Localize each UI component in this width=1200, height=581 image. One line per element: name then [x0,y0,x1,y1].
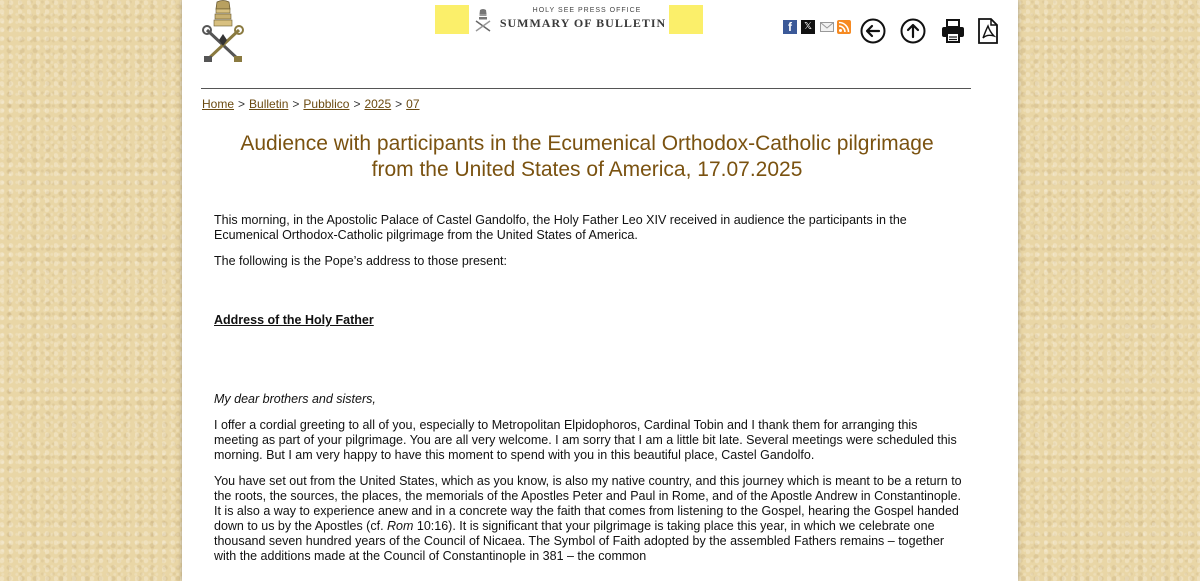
page-container [182,0,1018,581]
banner-right-block [669,5,703,34]
breadcrumb-separator: > [395,97,403,111]
banner-middle [469,5,669,34]
banner-title-text: SUMMARY OF BULLETIN [499,16,667,30]
body-paragraph-2-part-a: You have set out from the United States, which as you know, is also my native country, and this journey which is meant to be a return to the roots, the sources, the places, the memorials of the Apostles Peter and Paul in Rome, and of the Apostle Andrew in Constantinople. It is also a way to experience anew and in a concrete way the faith that comes from listening to the Gospel, hearing the Gospel handed down to us by the Apostles (cf. [214,474,962,533]
x-icon[interactable]: 𝕏 [801,20,815,34]
breadcrumb-separator: > [292,97,300,111]
body-paragraph-1: I offer a cordial greeting to all of you, especially to Metropolitan Elpidophoros, Cardinal Tobin and I thank them for arranging this meeting as part of your pilgrimage. You are all very welcome. I am sorry that I am a little bit late. Several meetings were scheduled this morning. But I am very happy to have this moment to spend with you in this beautiful place, Castel Gandolfo. [214,418,957,462]
banner-left-block [435,5,469,34]
breadcrumb-separator: > [238,97,246,111]
holy-see-crest-icon[interactable] [201,0,245,66]
body-paragraph-2 [214,474,964,564]
banner-office-text: HOLY SEE PRESS OFFICE [532,7,642,14]
page-title [202,131,972,183]
header-divider [201,88,971,89]
facebook-icon[interactable]: f [783,20,797,34]
breadcrumb-bulletin-link[interactable]: Bulletin [249,97,289,111]
intro-paragraph: This morning, in the Apostolic Palace of Castel Gandolfo, the Holy Father Leo XIV received in audience the participants in the Ecumenical Orthodox-Catholic pilgrimage from the United States of America. [214,213,907,242]
following-paragraph: The following is the Pope’s address to those present: [214,254,507,268]
back-icon[interactable] [860,18,886,44]
breadcrumb [202,97,420,111]
up-icon[interactable] [900,18,926,44]
page-title-line-2: from the United States of America, 17.07.2025 [371,158,803,181]
press-office-emblem-icon [473,8,493,32]
breadcrumb-month-link[interactable]: 07 [406,97,420,111]
scripture-reference: Rom [387,519,414,533]
pdf-icon[interactable] [975,18,1001,44]
address-heading: Address of the Holy Father [214,313,374,327]
salutation: My dear brothers and sisters, [214,392,376,406]
article-body [214,213,964,575]
breadcrumb-year-link[interactable]: 2025 [364,97,392,111]
body-paragraph-2-part-b: 10:16). It is significant that your pilgrimage is taking place this year, in which we celebrate one thousand seven hundred years of the Council of Nicaea. The Symbol of Faith adopted by the assembled Fathers remains – together with the additions made at the Council of Constantinople in 381 – the common [214,519,945,563]
email-icon[interactable] [820,20,834,34]
bulletin-banner[interactable] [435,5,703,34]
breadcrumb-home-link[interactable]: Home [202,97,235,111]
page-title-line-1: Audience with participants in the Ecumenical Orthodox-Catholic pilgrimage [240,132,934,155]
print-icon[interactable] [940,18,966,44]
rss-icon[interactable] [837,20,851,34]
breadcrumb-pubblico-link[interactable]: Pubblico [303,97,350,111]
breadcrumb-separator: > [353,97,361,111]
